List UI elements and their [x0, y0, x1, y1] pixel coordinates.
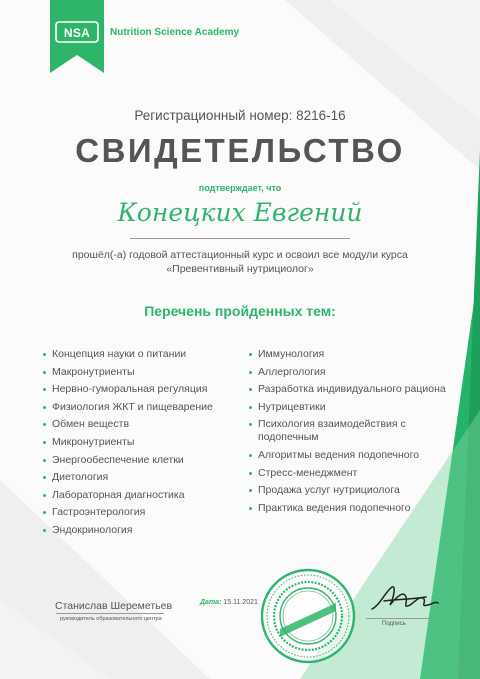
bullet-icon — [249, 406, 252, 409]
signature-label: Подпись — [382, 621, 406, 627]
topic-label: Нервно-гуморальная регуляция — [52, 383, 208, 396]
list-item — [249, 484, 459, 497]
topic-label: Стресс-менеджмент — [258, 466, 358, 479]
list-item — [43, 436, 243, 449]
topic-label: Практика ведения подопечного — [258, 501, 411, 514]
date-label: Дата: — [200, 599, 222, 606]
list-item — [43, 506, 243, 519]
bullet-icon — [43, 476, 46, 479]
issue-date — [200, 599, 258, 606]
date-value: 15.11.2021 — [223, 599, 258, 606]
bullet-icon — [43, 371, 46, 374]
logo: NSA — [63, 26, 91, 40]
topic-label: Обмен веществ — [52, 418, 130, 431]
bullet-icon — [43, 423, 46, 426]
bullet-icon — [249, 388, 252, 391]
bullet-icon — [43, 494, 46, 497]
topic-label: Алгоритмы ведения подопечного — [258, 448, 420, 461]
topic-label: Микронутриенты — [52, 435, 135, 448]
signer-underline — [56, 613, 164, 614]
registration-number: Регистрационный номер: 8216-16 — [134, 108, 346, 123]
name-underline — [130, 238, 350, 239]
list-item — [43, 418, 243, 431]
topic-label: Разработка индивидуального рациона — [258, 383, 446, 396]
bullet-icon — [249, 371, 252, 374]
list-item — [43, 454, 243, 467]
topics-list-right — [249, 348, 459, 519]
certificate-title: СВИДЕТЕЛЬСТВО — [75, 132, 405, 169]
topic-label: Аллергология — [258, 365, 326, 378]
bullet-icon — [249, 489, 252, 492]
list-item — [43, 524, 243, 537]
bullet-icon — [43, 529, 46, 532]
confirms-text — [0, 183, 480, 193]
topics-title: Перечень пройденных тем: — [144, 303, 336, 319]
list-item — [249, 502, 459, 515]
topic-label: Продажа услуг нутрициолога — [258, 484, 400, 497]
topic-label: Энергообеспечение клетки — [52, 453, 184, 466]
topic-label: Нутрицевтики — [258, 400, 326, 413]
bullet-icon — [249, 472, 252, 475]
academy-name: Nutrition Science Academy — [110, 27, 240, 38]
list-item — [43, 489, 243, 502]
list-item — [43, 348, 243, 361]
course-line-1: прошёл(-а) годовой аттестационный курс и освоил все модули курса — [72, 249, 408, 261]
bullet-icon — [249, 454, 252, 457]
list-item — [249, 401, 459, 414]
topic-label: Лабораторная диагностика — [52, 488, 185, 501]
bullet-icon — [43, 388, 46, 391]
signature-underline — [366, 618, 436, 619]
recipient-name: Конецких Евгений — [117, 198, 363, 227]
topic-label: Иммунология — [258, 348, 325, 360]
bullet-icon — [43, 511, 46, 514]
topics-list-left — [43, 348, 243, 542]
list-item — [249, 366, 459, 379]
signature-icon — [368, 583, 440, 617]
signer-role: руководитель образовательного центра — [60, 616, 162, 622]
bullet-icon — [43, 406, 46, 409]
topic-label: Макронутриенты — [52, 365, 135, 378]
bullet-icon — [249, 423, 252, 426]
bullet-icon — [249, 507, 252, 510]
bullet-icon — [43, 441, 46, 444]
topic-label: Гастроэнтерология — [52, 506, 146, 519]
topic-label: Физиология ЖКТ и пищеварение — [52, 400, 213, 413]
topic-label: Эндокринология — [52, 523, 133, 536]
list-item — [43, 401, 243, 414]
list-item — [43, 366, 243, 379]
course-line-2: «Превентивный нутрициолог» — [166, 263, 314, 275]
list-item — [249, 467, 459, 480]
bullet-icon — [249, 353, 252, 356]
topic-label: Концепция науки о питании — [52, 348, 187, 360]
topic-label: Диетология — [52, 471, 109, 484]
list-item — [249, 418, 459, 444]
course-description — [0, 248, 480, 276]
topic-label: Психология взаимодействия с подопечным — [258, 418, 406, 444]
list-item — [43, 383, 243, 396]
confirms-label: подтверждает, что — [198, 183, 282, 193]
stamp-icon — [259, 567, 357, 665]
signer-name: Станислав Шереметьев — [55, 600, 173, 612]
bullet-icon — [43, 353, 46, 356]
list-item — [43, 471, 243, 484]
bullet-icon — [43, 459, 46, 462]
list-item — [249, 348, 459, 361]
list-item — [249, 383, 459, 396]
list-item — [249, 449, 459, 462]
